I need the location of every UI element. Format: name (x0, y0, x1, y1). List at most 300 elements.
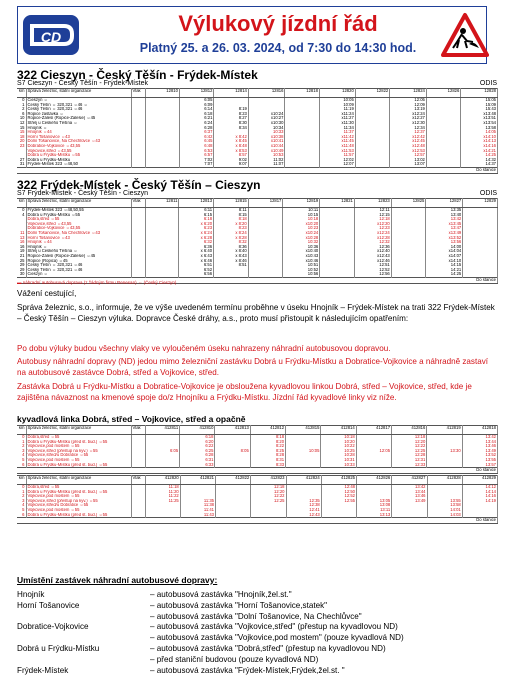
time-cell: x 8:53 (214, 149, 248, 154)
train-number: 412826 (357, 476, 392, 485)
train-number: 12829 (463, 199, 498, 208)
station-cell: Dobrá,střed ⇔55 (26, 485, 131, 490)
km-cell: 2 (17, 107, 26, 112)
train-number: 412824 (286, 476, 321, 485)
stops-list (17, 590, 497, 676)
time-cell: x12:46 (354, 259, 391, 264)
station-cell: Dobrá u Frýdku-Místku (před st. bud.) ⇔55 (26, 490, 131, 495)
time-cell: 8:32 (214, 240, 249, 245)
km-cell: 5 (17, 508, 26, 513)
km-header: km (17, 89, 26, 98)
km-cell: 1 (17, 103, 26, 108)
time-cell: 12:18 (392, 435, 427, 440)
train-number: 12814 (214, 89, 248, 98)
km-header: km (17, 426, 26, 435)
station-header: Správa železnic, státní organizace (26, 199, 131, 208)
time-cell: x12:30 (390, 121, 427, 126)
train-number: 12819 (283, 199, 320, 208)
time-cell: 12:50 (321, 490, 356, 495)
time-cell: x12:24 (390, 112, 427, 117)
train-number: 412821 (180, 476, 215, 485)
time-cell: 10:18 (321, 435, 356, 440)
train-number: 412820 (145, 476, 180, 485)
station-cell: Dobrá u Frýdku-Místku ⇔55 (26, 153, 131, 158)
train-number: 412827 (392, 476, 427, 485)
station-cell: Cieszyn ⇔ (26, 98, 131, 103)
section1-title: 322 Cieszyn - Český Těšín - Frýdek-Místek (17, 68, 258, 82)
time-cell: 8:05 (215, 449, 250, 454)
time-cell: 13:46 (392, 494, 427, 499)
stop-location: – před staniční budovou (pouze kyvadlová ND) (150, 654, 319, 664)
time-cell: 8:23 (214, 112, 248, 117)
section1-odis: ODIS (479, 80, 497, 87)
time-cell: x11:30 (319, 121, 355, 126)
time-cell: 13:05 (357, 499, 392, 504)
time-cell: x11:48 (319, 144, 355, 149)
time-cell: 13:19 (390, 107, 427, 112)
time-cell: 12:35 (286, 499, 321, 504)
time-cell: x10:20 (283, 222, 320, 227)
time-cell: x10:43 (283, 254, 320, 259)
km-header: km (17, 199, 26, 208)
time-cell: 13:42 (392, 485, 427, 490)
km-cell: 6 (17, 463, 26, 468)
time-cell: x13:54 (461, 121, 498, 126)
time-cell: 14:01 (427, 508, 462, 513)
footer-label: Do stanice (17, 167, 498, 173)
stop-name: Horní Tošanovice (17, 600, 80, 610)
station-cell: Hnojník ⇔44 (26, 240, 131, 245)
time-cell: x12:48 (390, 144, 427, 149)
station-cell: Dobrá u Frýdku-Místku ⇔55 (26, 213, 131, 218)
table-header-row (17, 199, 498, 208)
time-cell: 6:36 (179, 245, 214, 250)
train-number: 412818 (462, 426, 497, 435)
time-cell: 8:15 (214, 213, 249, 218)
km-cell: 0 (17, 208, 26, 213)
time-cell: 6:31 (180, 458, 215, 463)
station-cell: Frýdek-Místek 323 ⇔48,50,55 (26, 208, 131, 213)
footer-label: Do stanice (17, 518, 498, 524)
time-cell: 13:47 (426, 226, 463, 231)
time-cell: 6:11 (179, 208, 214, 213)
stop-row (17, 655, 497, 666)
table-header-row (17, 476, 498, 485)
footer-label: Do stanice (17, 277, 498, 283)
time-cell: 6:18 (179, 112, 213, 117)
time-cell: 6:28 (179, 126, 213, 131)
time-cell: 13:58 (427, 503, 462, 508)
section2-title: 322 Frýdek-Místek - Český Těšín – Cieszyn (17, 178, 261, 192)
km-cell: 6 (17, 513, 26, 518)
time-cell: 13:02 (390, 158, 427, 163)
time-cell: 12:23 (354, 226, 391, 231)
time-cell: 11:37 (319, 130, 355, 135)
footer-label: Do stanice (17, 468, 498, 474)
time-cell: 13:35 (426, 208, 463, 213)
time-cell: 12:36 (354, 245, 391, 250)
time-cell: 12:25 (251, 499, 286, 504)
station-cell: Dobrá u Frýdku-Místku (před st. bud.) ⇔55 (26, 513, 131, 518)
stop-location: – autobusová zastávka "Dolní Tošanovice, Na Chechlůvce" (150, 611, 362, 621)
time-cell: 11:25 (145, 499, 180, 504)
time-cell: x 6:24 (179, 231, 214, 236)
table-footer-row (17, 167, 498, 173)
train-number: 12828 (461, 89, 498, 98)
time-cell: x 6:40 (179, 249, 214, 254)
km-cell: 27 (17, 158, 26, 163)
shuttle-title: kyvadlová linka Dobrá, střed – Vojkovice, střed a opačně (17, 414, 246, 424)
train-number: 12822 (355, 89, 389, 98)
stops-paragraph: Autobusy náhradní dopravy (ND) jedou mimo železniční zastávku Dobrá u Frýdku-Místku a Dobratice-Vojkovice a náhradně zastaví na autobusové zastávce Dobrá, střed a Vojkovice, střed. (17, 357, 489, 377)
time-cell: 11:35 (180, 499, 215, 504)
time-cell: 12:15 (354, 213, 391, 218)
time-cell: x13:52 (426, 236, 463, 241)
km-cell: 2 (17, 444, 26, 449)
time-cell: x14:16 (461, 144, 498, 149)
km-header: km (17, 476, 26, 485)
time-cell: 12:11 (354, 208, 391, 213)
time-cell: x11:27 (319, 116, 355, 121)
km-cell: 0 (17, 485, 26, 490)
time-cell: 12:09 (390, 103, 427, 108)
time-cell: 8:51 (214, 263, 249, 268)
time-cell: x14:04 (426, 249, 463, 254)
km-cell: 10 (17, 116, 26, 121)
time-cell: 6:14 (179, 107, 213, 112)
time-cell: 12:48 (321, 485, 356, 490)
time-cell: 6:09 (179, 103, 213, 108)
time-cell: 12:28 (392, 453, 427, 458)
stop-name: Dobrá u Frýdku-Místku (17, 643, 100, 653)
time-cell: x12:28 (354, 236, 391, 241)
stop-location: – autobusová zastávka "Frýdek-Místek,Frýdek,žel.st. " (150, 665, 345, 675)
time-cell: 10:51 (283, 263, 320, 268)
time-cell: 12:05 (356, 449, 391, 454)
km-cell: 4 (17, 213, 26, 218)
train-number: 412812 (250, 426, 285, 435)
time-cell: 15:09 (461, 103, 498, 108)
timetable-shuttle-1 (17, 425, 498, 474)
time-cell: 12:55 (321, 499, 356, 504)
station-cell: Vojkovice,pod mostem ⇔55 (26, 508, 131, 513)
time-cell: 12:22 (251, 494, 286, 499)
time-cell: x10:30 (248, 121, 285, 126)
time-cell: 6:24 (179, 121, 213, 126)
time-cell: x10:28 (283, 236, 320, 241)
time-cell: 10:05 (286, 449, 321, 454)
km-cell: 0 (17, 98, 26, 103)
logo-text: CD (40, 29, 62, 45)
km-cell: 1 (17, 440, 26, 445)
time-cell: 13:49 (392, 499, 427, 504)
station-cell: Hnojník ⇔ (26, 126, 131, 131)
km-cell: 4 (17, 453, 26, 458)
time-cell: x13:45 (426, 222, 463, 227)
time-cell: x12:43 (354, 254, 391, 259)
time-cell: x10:24 (283, 231, 320, 236)
time-cell: 10:23 (283, 226, 320, 231)
time-cell: 13:44 (462, 440, 497, 445)
time-cell: 8:36 (214, 245, 249, 250)
stop-row (17, 601, 497, 612)
train-number: 412829 (462, 476, 497, 485)
time-cell: 12:20 (251, 490, 286, 495)
station-cell: Vojkovice,střed/u Dobratice ⇔55 (26, 453, 131, 458)
time-cell: x 8:24 (214, 231, 249, 236)
train-number: 412825 (321, 476, 356, 485)
station-cell: Dobrá,střed ⇔55 (26, 217, 131, 222)
time-cell: 13:13 (357, 513, 392, 518)
time-cell: 11:34 (319, 126, 355, 131)
time-cell: 10:28 (321, 453, 356, 458)
km-cell: 29 (17, 263, 26, 268)
train-number: 12821 (320, 199, 355, 208)
train-number: 412813 (215, 426, 250, 435)
km-cell: 21 (17, 254, 26, 259)
time-cell: 14:05 (461, 130, 498, 135)
time-cell: 8:25 (250, 449, 285, 454)
time-cell: 12:07 (319, 162, 355, 167)
time-cell: 11:20 (145, 490, 180, 495)
time-cell: x13:48 (461, 112, 498, 117)
station-header: Správa železnic, státní organizace (26, 89, 131, 98)
time-cell: 12:05 (390, 98, 427, 103)
km-cell: 16 (17, 240, 26, 245)
train-number: 12812 (179, 89, 213, 98)
time-cell: 6:05 (145, 449, 180, 454)
stop-location: – autobusová zastávka "Horní Tošanovice,statek" (150, 600, 328, 610)
train-number: 412817 (356, 426, 391, 435)
time-cell: 14:19 (462, 499, 497, 504)
time-cell: x 8:42 (214, 135, 248, 140)
table-header-row (17, 89, 498, 98)
time-cell: 11:22 (145, 494, 180, 499)
station-header: Správa železnic, státní organizace (26, 426, 131, 435)
time-cell: x10:41 (248, 139, 285, 144)
time-cell: x14:10 (426, 259, 463, 264)
time-cell: 11:02 (248, 158, 285, 163)
time-cell: 10:25 (321, 449, 356, 454)
station-cell: Vojkovice,pod mostem ⇔55 (26, 458, 131, 463)
stop-name: Hnojník (17, 590, 45, 599)
station-cell: Český Těšín ⇔ 320,321 ⇔46 ⇔ (26, 103, 131, 108)
time-cell: 13:57 (462, 463, 497, 468)
time-cell: 6:22 (180, 444, 215, 449)
time-cell: x 8:43 (214, 254, 249, 259)
station-cell: Vojkovice,pod mostem ⇔55 (26, 444, 131, 449)
time-cell: x 6:28 (179, 236, 214, 241)
time-cell: 8:20 (250, 440, 285, 445)
time-cell: 8:27 (214, 116, 248, 121)
train-number: 12826 (426, 89, 460, 98)
km-cell: 15 (17, 130, 26, 135)
time-cell: 10:52 (283, 268, 320, 273)
km-cell: 13 (17, 236, 26, 241)
time-cell: 6:21 (179, 116, 213, 121)
station-cell: Hnojník ⇔ (26, 245, 131, 250)
station-cell: Cieszyn ⇔ (26, 272, 131, 277)
stop-location: – autobusová zastávka "Dobrá,střed" (přestup na kyvadlovou ND) (150, 643, 386, 653)
time-cell: x11:24 (319, 112, 355, 117)
time-cell: x11:53 (319, 149, 355, 154)
shuttle-paragraph: Zastávka Dobrá u Frýdku-Místku a Dobratice-Vojkovice je obsloužena kyvadlovou linkou Dobrá, střed – Vojkovice, střed, kde je zajištěna návaznost na kmenové spoje do/z Hnojníku a Frýdku-Místku. Jízdní řád kyvadlové linky viz níže. (17, 382, 472, 402)
train-header: Vlak (131, 426, 145, 435)
time-cell: x12:53 (390, 149, 427, 154)
time-cell: x14:21 (461, 149, 498, 154)
train-number: 12810 (145, 89, 179, 98)
station-cell: Hnojník ⇔44 (26, 130, 131, 135)
train-number: 412819 (427, 426, 462, 435)
stop-row (17, 612, 497, 623)
time-cell: 10:53 (248, 153, 285, 158)
time-cell: 12:22 (392, 444, 427, 449)
notice-validity: Platný 25. a 26. 03. 2024, od 7:30 do 14:30 hod. (139, 41, 417, 55)
station-cell: Vojkovice,střed (přestup na kyv.) ⇔55 (26, 499, 131, 504)
km-cell: 29 (17, 268, 26, 273)
km-cell: 3 (17, 449, 26, 454)
table-footer-row (17, 468, 498, 474)
section2-subtitle: S7 Frýdek-Místek - Český Těšín - Cieszyn (17, 190, 148, 197)
time-cell: 14:03 (427, 513, 462, 518)
time-cell: 12:43 (286, 513, 321, 518)
timetable-cieszyn-frydek (17, 88, 498, 174)
time-cell: x10:38 (248, 135, 285, 140)
km-cell: 16 (17, 245, 26, 250)
section2-odis: ODIS (479, 190, 497, 197)
stop-row (17, 644, 497, 655)
train-number: 412814 (321, 426, 356, 435)
stop-row (17, 590, 497, 601)
time-cell: x 6:20 (179, 222, 214, 227)
station-cell: Ropice-Zálesí (Ropice-Zalesie) ⇔45 (26, 116, 131, 121)
stop-name: Frýdek-Místek (17, 665, 69, 675)
time-cell: 13:11 (357, 508, 392, 513)
time-cell: x13:51 (461, 116, 498, 121)
timetable-legend: ▬ náhradní autobusová doprava (z žádným firmu Renesan) ⇔ (Český Cieszyn) (17, 280, 177, 285)
train-number: 12820 (319, 89, 355, 98)
time-cell: 12:52 (321, 494, 356, 499)
km-cell: 0 (17, 435, 26, 440)
time-cell: 11:18 (145, 485, 180, 490)
time-cell: 13:42 (426, 217, 463, 222)
time-cell: 9:02 (214, 158, 248, 163)
time-cell: 13:07 (390, 162, 427, 167)
time-cell: x12:20 (354, 222, 391, 227)
stop-location: – autobusová zastávka "Vojkovice,pod mostem" (pouze kyvadlová ND) (150, 633, 404, 643)
time-cell: 10:18 (283, 217, 320, 222)
time-cell: 12:41 (286, 508, 321, 513)
train-number: 412815 (286, 426, 321, 435)
stops-title: Umístění zastávek náhradní autobusové dopravy: (17, 575, 218, 585)
time-cell: 11:41 (180, 508, 215, 513)
time-cell: 12:34 (390, 126, 427, 131)
time-cell: 12:31 (392, 458, 427, 463)
time-cell: x 6:46 (179, 259, 214, 264)
time-cell: 6:42 (179, 135, 213, 140)
time-cell: 10:36 (283, 245, 320, 250)
time-cell: 13:56 (426, 240, 463, 245)
time-cell: x 8:48 (214, 144, 248, 149)
time-cell: 6:37 (179, 130, 213, 135)
time-cell: 12:02 (319, 158, 355, 163)
station-cell: Horní Tošanovice ⇔43 (26, 135, 131, 140)
train-number: 12818 (285, 89, 319, 98)
km-cell: 6 (17, 112, 26, 117)
time-cell: 13:49 (462, 449, 497, 454)
station-cell: Ropice (Ropica) ⇔45 (26, 259, 131, 264)
time-cell: x14:13 (461, 139, 498, 144)
stop-location: – autobusová zastávka "Hnojník,žel.st." (150, 590, 292, 599)
time-cell: 10:05 (319, 98, 355, 103)
station-cell: Dobrá u Frýdku-Místku (26, 158, 131, 163)
train-number: 12825 (391, 199, 426, 208)
time-cell: 10:09 (319, 103, 355, 108)
table-header-row (17, 426, 498, 435)
km-cell: 5 (17, 458, 26, 463)
km-cell: 1 (17, 490, 26, 495)
train-number: 412811 (145, 426, 180, 435)
station-cell: Vojkovice,střed ⇔43,55 (26, 222, 131, 227)
timetable-shuttle-2 (17, 475, 498, 524)
time-cell: x 8:46 (214, 259, 249, 264)
time-cell: 8:57 (214, 153, 248, 158)
time-cell: 10:20 (321, 440, 356, 445)
time-cell: 14:12 (462, 485, 497, 490)
train-number: 12813 (179, 199, 214, 208)
time-cell: 12:37 (390, 130, 427, 135)
station-cell: Vojkovice,pod mostem ⇔55 (26, 494, 131, 499)
intro-paragraph: Správa železnic, s.o., informuje, že ve výše uvedeném termínu proběhne v úseku Hnojník – Frýdek-Místek na trati 322 Frýdek-Místek – Český Těšín – Cieszyn výluka. Dopravce České dráhy, a.s., proto musí přistoupit k následujícím opatřením: (17, 303, 495, 323)
time-cell: x10:40 (283, 249, 320, 254)
time-cell: 12:57 (390, 153, 427, 158)
time-cell: 14:00 (426, 245, 463, 250)
time-cell: x12:42 (390, 135, 427, 140)
time-cell: 11:57 (319, 153, 355, 158)
time-cell: 13:55 (462, 458, 497, 463)
time-cell: 13:40 (426, 213, 463, 218)
station-cell: Vojkovice,střed (přestup na kyv.) ⇔55 (26, 449, 131, 454)
time-cell: 15:05 (461, 98, 498, 103)
time-cell: 12:32 (354, 240, 391, 245)
km-cell: 11 (17, 231, 26, 236)
time-cell: 13:46 (462, 444, 497, 449)
replacement-paragraph: Po dobu výluky budou všechny vlaky ve vyloučeném úseku nahrazeny náhradní autobusovou dopravou. (17, 344, 391, 353)
time-cell: x 6:43 (179, 254, 214, 259)
time-cell: 12:52 (354, 268, 391, 273)
time-cell: x10:46 (283, 259, 320, 264)
time-cell: 8:23 (214, 226, 249, 231)
train-number: 412823 (251, 476, 286, 485)
station-cell: Dobratice-Vojkovice ⇔43,55 (26, 226, 131, 231)
time-cell: x10:44 (248, 144, 285, 149)
time-cell: 6:23 (179, 226, 214, 231)
station-cell: Vojkovice,střed ⇔43,55 (26, 149, 131, 154)
station-cell: Dobrá,střed ⇔55 (26, 435, 131, 440)
time-cell: 10:33 (321, 463, 356, 468)
notice-title: Výlukový jízdní řád (178, 11, 378, 36)
time-cell: 10:22 (321, 444, 356, 449)
time-cell: x13:49 (426, 231, 463, 236)
station-cell: Český Těšín ⇔ 320,321 ⇔46 (26, 263, 131, 268)
train-number: 412828 (427, 476, 462, 485)
km-cell: 31 (17, 162, 26, 167)
train-header: Vlak (131, 89, 145, 98)
time-cell: 9:07 (214, 162, 248, 167)
time-cell: x12:24 (354, 231, 391, 236)
time-cell: 10:33 (248, 130, 285, 135)
table-footer-row (17, 518, 498, 524)
